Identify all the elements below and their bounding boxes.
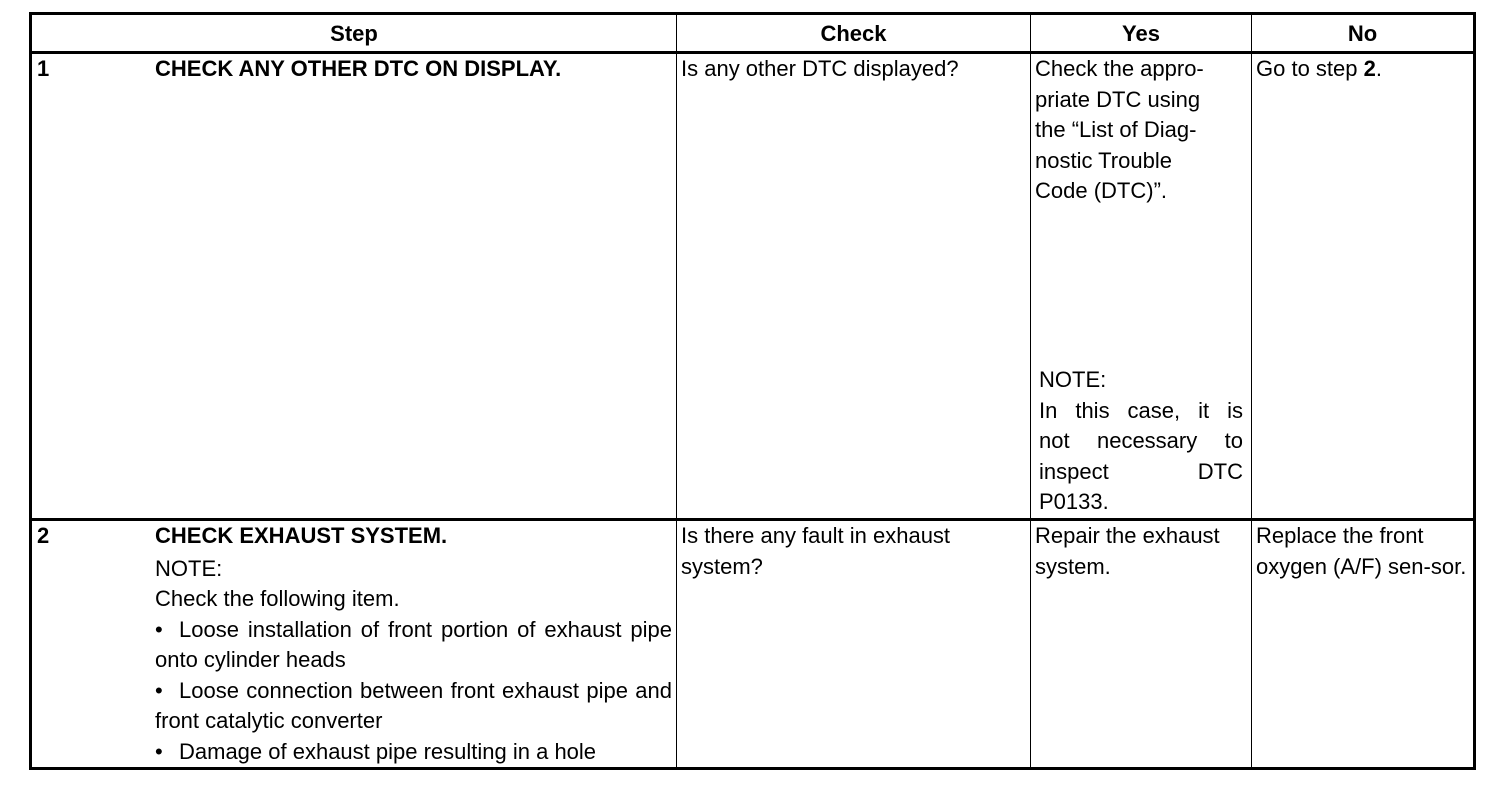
step-title: CHECK EXHAUST SYSTEM. — [155, 523, 448, 548]
table-row — [31, 520, 1475, 769]
bullet-icon: • — [155, 677, 163, 703]
yes-line: the “List of Diag- — [1035, 117, 1197, 142]
header-no: No — [1252, 14, 1475, 53]
bullet-text: Loose connection between front exhaust pipe and front catalytic converter — [155, 677, 672, 733]
no-suffix: . — [1375, 56, 1382, 81]
table-header-row — [31, 14, 1475, 53]
bullet-icon: • — [155, 616, 163, 642]
check-cell — [677, 520, 1031, 769]
note-line: not necessary to — [1039, 428, 1243, 453]
list-item — [155, 737, 672, 768]
yes-text: Repair the exhaust system. — [1035, 523, 1220, 579]
table-row — [31, 53, 1475, 520]
note-label: NOTE: — [155, 555, 223, 581]
bullet-text: Loose installation of front portion of exhaust pipe onto cylinder heads — [155, 616, 672, 672]
no-text: Replace the front oxygen (A/F) sen-sor. — [1256, 523, 1467, 579]
check-cell — [677, 53, 1031, 520]
yes-note — [1039, 365, 1243, 518]
yes-line: nostic Trouble — [1035, 147, 1172, 173]
step-title: CHECK ANY OTHER DTC ON DISPLAY. — [155, 56, 562, 81]
check-text: Is there any fault in exhaust system? — [681, 523, 951, 579]
yes-line: Code (DTC)”. — [1035, 178, 1168, 203]
step-cell — [31, 53, 677, 520]
bullet-icon: • — [155, 738, 163, 764]
bullet-text: Damage of exhaust pipe resulting in a hole — [179, 738, 597, 764]
header-yes: Yes — [1031, 14, 1252, 53]
diagnostic-table — [29, 12, 1476, 770]
header-step: Step — [31, 14, 677, 53]
note-line: In this case, it is — [1039, 397, 1243, 423]
step-number: 2 — [37, 523, 50, 548]
note-intro: Check the following item. — [155, 586, 400, 611]
no-text: Go to step — [1256, 56, 1364, 81]
list-item — [155, 615, 672, 676]
step-number: 1 — [37, 56, 50, 81]
list-item — [155, 676, 672, 737]
yes-cell — [1031, 53, 1252, 520]
step-cell — [31, 520, 677, 769]
check-text: Is any other DTC displayed? — [681, 56, 959, 81]
yes-line: priate DTC using — [1035, 86, 1201, 112]
no-cell — [1252, 53, 1475, 520]
header-check: Check — [677, 14, 1031, 53]
note-label: NOTE: — [1039, 367, 1107, 392]
note-line: P0133. — [1039, 489, 1109, 514]
no-cell — [1252, 520, 1475, 769]
yes-cell — [1031, 520, 1252, 769]
yes-line: Check the appro- — [1035, 56, 1204, 81]
step-link: 2 — [1363, 56, 1376, 81]
note-line: inspect DTC — [1039, 458, 1243, 484]
